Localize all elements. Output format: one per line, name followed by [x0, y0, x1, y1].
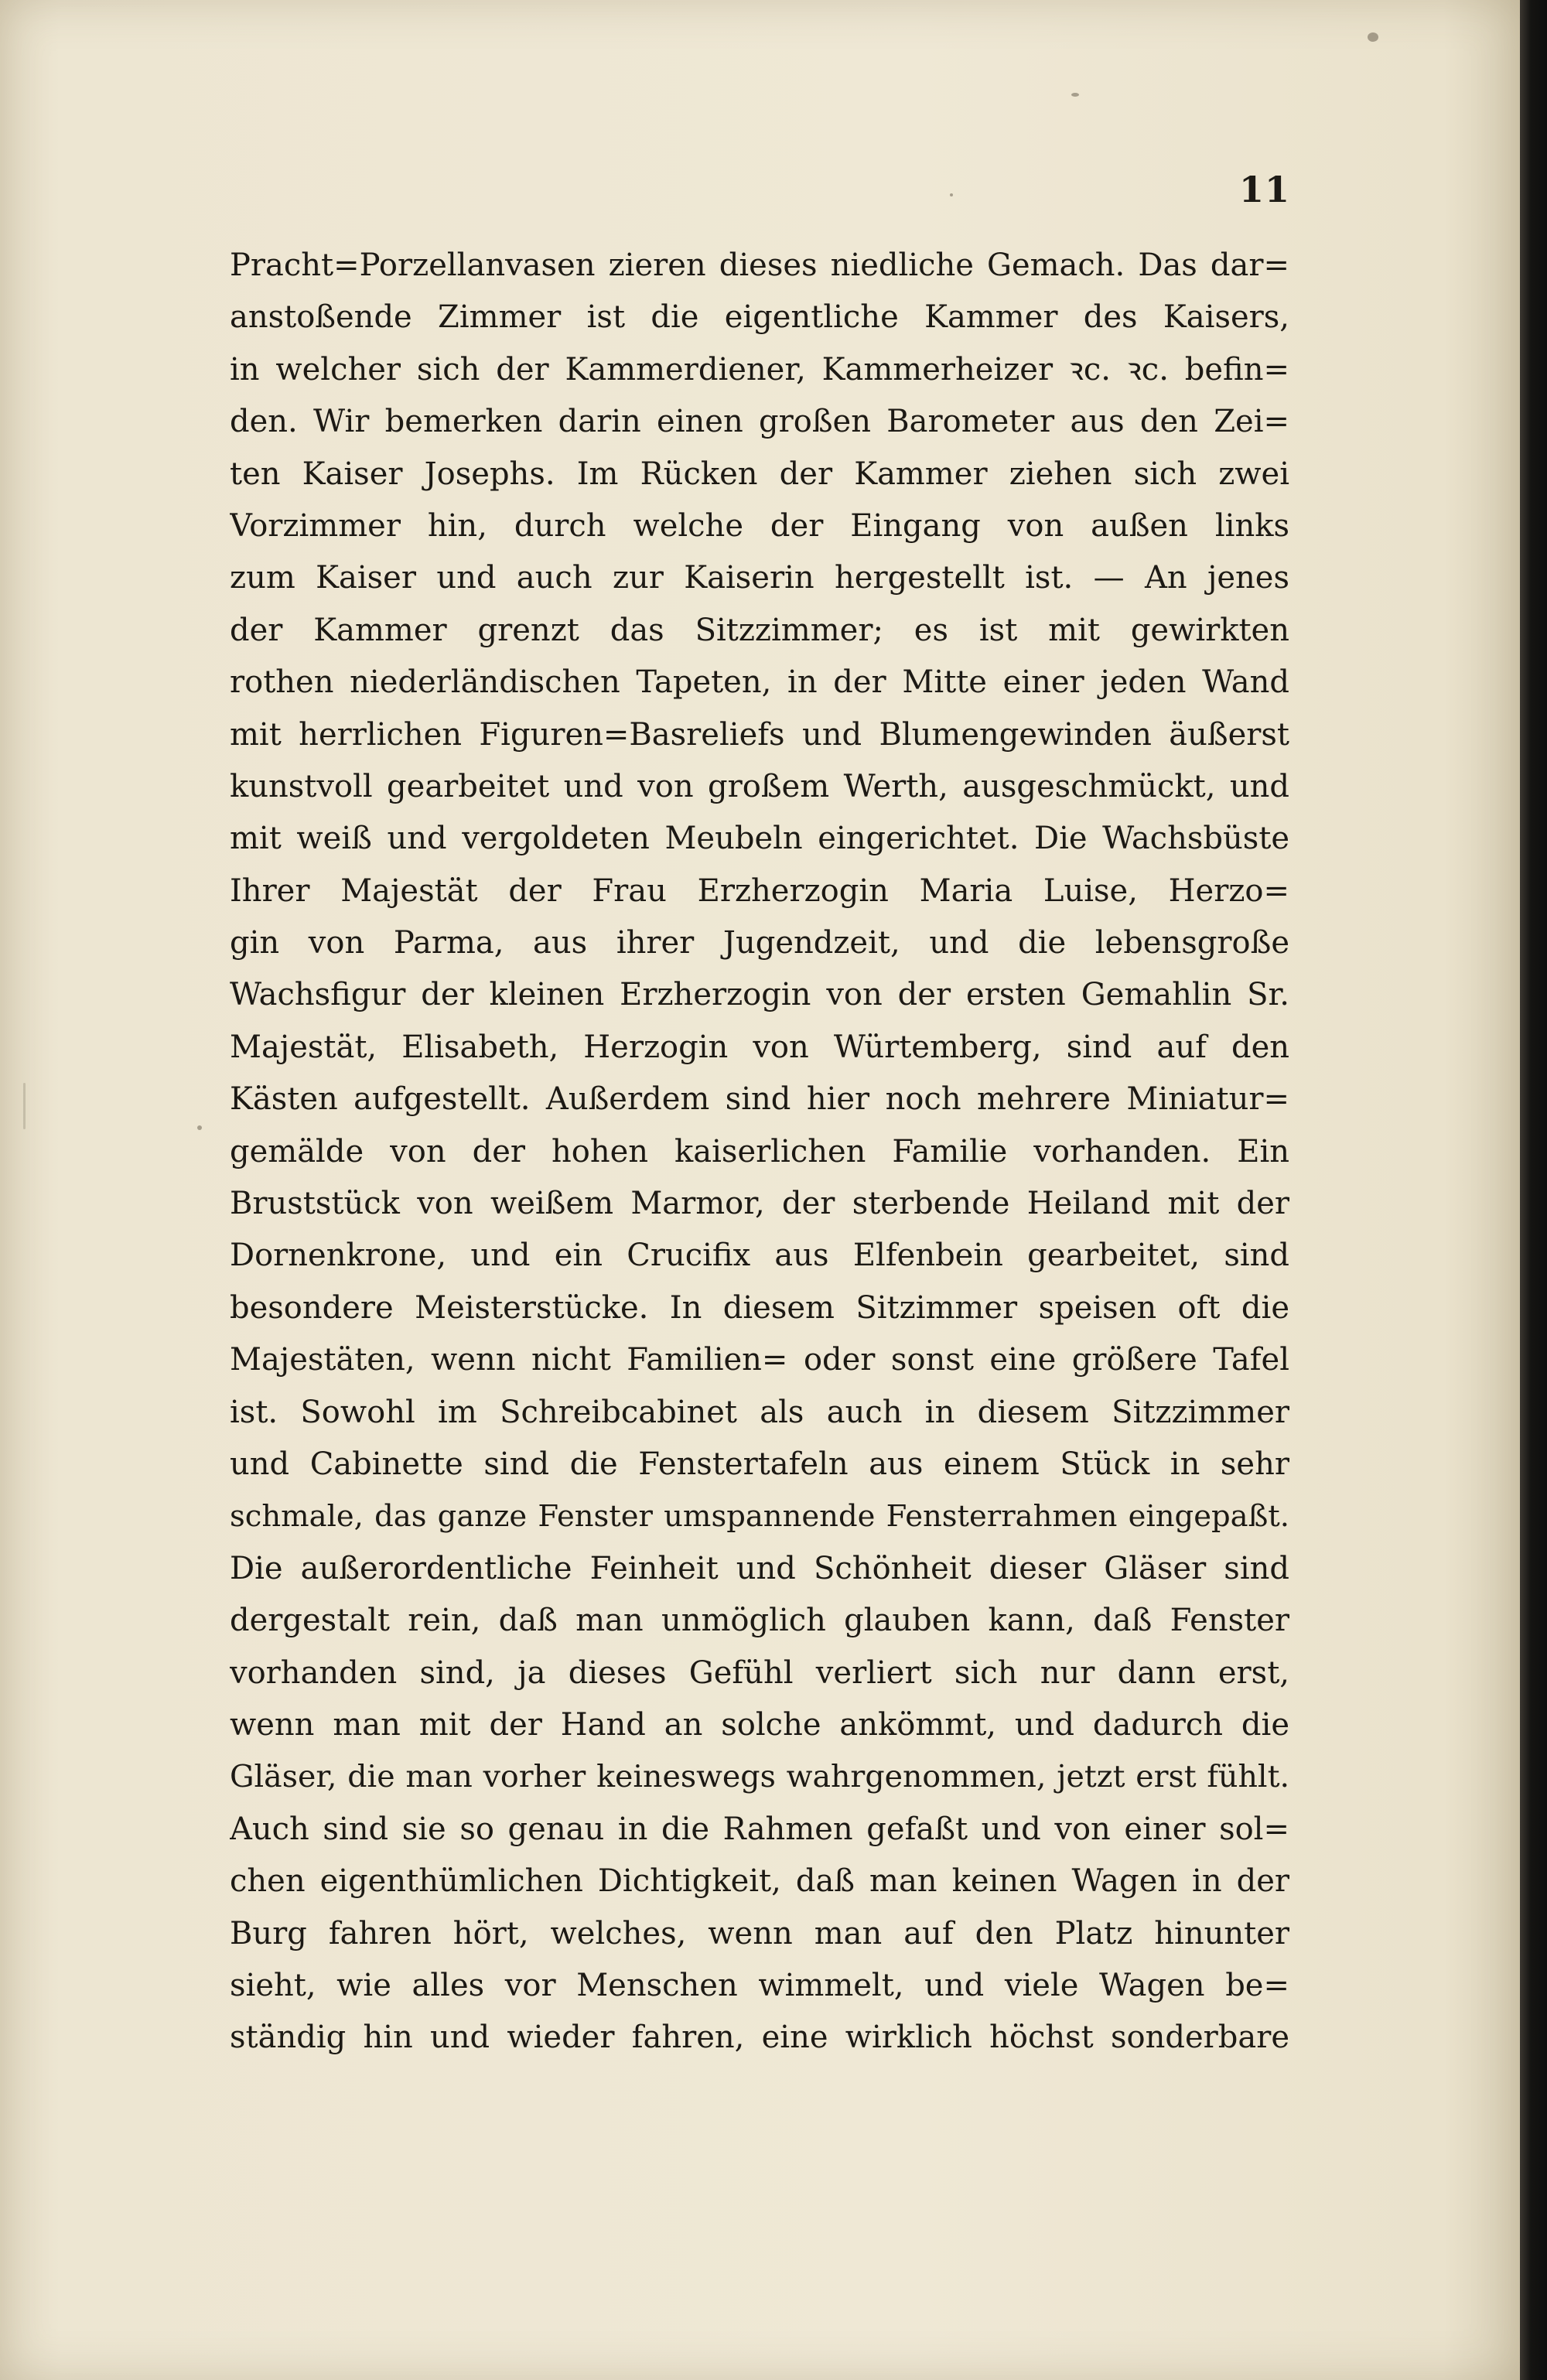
text-line: gin von Parma, aus ihrer Jugendzeit, und die lebensgroße: [230, 925, 1289, 961]
text-line: dergestalt rein, daß man unmöglich glauben kann, daß Fenster: [230, 1603, 1289, 1639]
text-line: Die außerordentliche Feinheit und Schönheit dieser Gläser sind: [230, 1550, 1289, 1586]
text-line: sieht, wie alles vor Menschen wimmelt, und viele Wagen be=: [230, 1967, 1289, 2003]
text-line: Kästen aufgestellt. Außerdem sind hier noch mehrere Miniatur=: [230, 1081, 1289, 1118]
text-line: Burg fahren hört, welches, wenn man auf den Platz hinunter: [230, 1915, 1289, 1951]
text-line: gemälde von der hohen kaiserlichen Familie vorhanden. Ein: [230, 1133, 1289, 1170]
text-line: Ihrer Majestät der Frau Erzherzogin Maria Luise, Herzo=: [230, 872, 1289, 909]
body-text: [230, 240, 1289, 2064]
text-line: rothen niederländischen Tapeten, in der Mitte einer jeden Wand: [230, 664, 1289, 701]
text-line: wenn man mit der Hand an solche ankömmt, und dadurch die: [230, 1706, 1289, 1743]
text-line: ten Kaiser Josephs. Im Rücken der Kammer ziehen sich zwei: [230, 456, 1289, 492]
text-line: ständig hin und wieder fahren, eine wirklich höchst sonderbare: [230, 2020, 1289, 2056]
text-line: vorhanden sind, ja dieses Gefühl verliert sich nur dann erst,: [230, 1654, 1289, 1691]
text-line: Pracht=Porzellanvasen zieren dieses niedliche Gemach. Das dar=: [230, 248, 1289, 283]
text-line: den. Wir bemerken darin einen großen Barometer aus den Zei=: [230, 404, 1289, 440]
text-line: und Cabinette sind die Fenstertafeln aus einem Stück in sehr: [230, 1446, 1289, 1482]
text-line: der Kammer grenzt das Sitzzimmer; es ist mit gewirkten: [230, 612, 1289, 648]
text-line: anstoßende Zimmer ist die eigentliche Kammer des Kaisers,: [230, 299, 1289, 336]
paper-speck: [23, 1083, 26, 1129]
text-line: schmale, das ganze Fenster umspannende Fensterrahmen eingepaßt.: [230, 1499, 1289, 1535]
text-line: mit herrlichen Figuren=Basreliefs und Blumengewinden äußerst: [230, 716, 1289, 753]
text-line: Wachsfigur der kleinen Erzherzogin von der ersten Gemahlin Sr.: [230, 977, 1289, 1013]
paper-speck: [1368, 32, 1378, 42]
text-line: kunstvoll gearbeitet und von großem Werth, ausgeschmückt, und: [230, 768, 1289, 804]
paper-speck: [1071, 93, 1079, 97]
paper-speck: [950, 193, 953, 196]
text-line: zum Kaiser und auch zur Kaiserin hergestellt ist. — An jenes: [230, 560, 1289, 596]
text-line: Vorzimmer hin, durch welche der Eingang von außen links: [230, 507, 1289, 544]
page-edge-shadow: [1520, 0, 1547, 2380]
text-line: Gläser, die man vorher keineswegs wahrgenommen, jetzt erst fühlt.: [230, 1759, 1289, 1795]
text-line: Majestät, Elisabeth, Herzogin von Würtemberg, sind auf den: [230, 1029, 1289, 1065]
text-line: Majestäten, wenn nicht Familien= oder sonst eine größere Tafel: [230, 1342, 1289, 1378]
text-line: Auch sind sie so genau in die Rahmen gefaßt und von einer sol=: [230, 1811, 1289, 1847]
text-line: ist. Sowohl im Schreibcabinet als auch in diesem Sitzzimmer: [230, 1394, 1289, 1430]
text-line: in welcher sich der Kammerdiener, Kammerheizer ꝛc. ꝛc. befin=: [230, 351, 1289, 388]
text-line: mit weiß und vergoldeten Meubeln eingerichtet. Die Wachsbüste: [230, 821, 1289, 857]
text-line: besondere Meisterstücke. In diesem Sitzimmer speisen oft die: [230, 1289, 1289, 1326]
text-line: Bruststück von weißem Marmor, der sterbende Heiland mit der: [230, 1186, 1289, 1222]
paper-speck: [197, 1125, 202, 1130]
text-line: Dornenkrone, und ein Crucifix aus Elfenbein gearbeitet, sind: [230, 1238, 1289, 1274]
text-line: chen eigenthümlichen Dichtigkeit, daß man keinen Wagen in der: [230, 1863, 1289, 1900]
page-number: 11: [1238, 169, 1290, 210]
